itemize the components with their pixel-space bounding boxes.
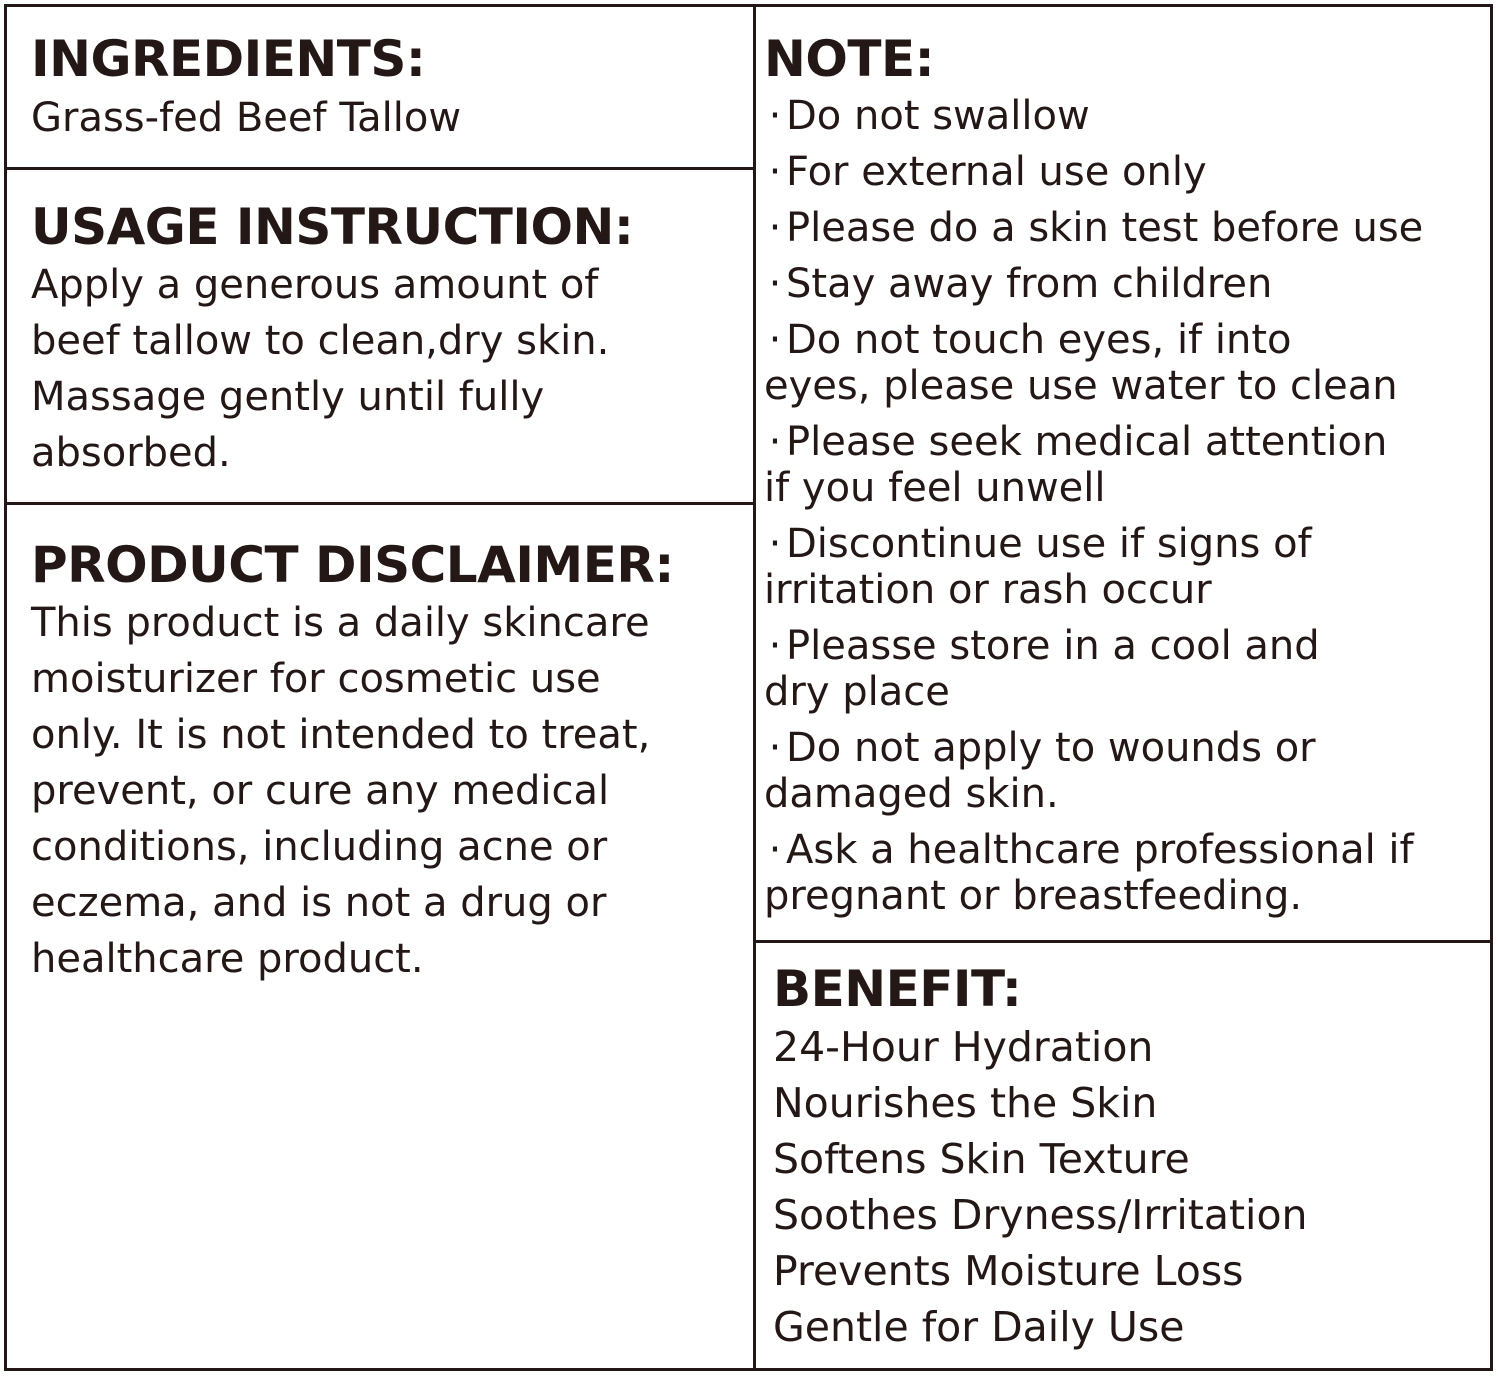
usage-heading: USAGE INSTRUCTION: [31,198,634,256]
note-item [764,419,1492,511]
disclaimer-line: only. It is not intended to treat, [31,712,651,758]
bullet-icon: · [768,419,782,465]
benefit-section [773,959,1488,1355]
note-item-text: Pleasse store in a cool and [786,623,1320,669]
benefit-item: Prevents Moisture Loss [773,1247,1244,1295]
benefit-item: Nourishes the Skin [773,1079,1158,1127]
note-item [764,623,1492,715]
disclaimer-line: prevent, or cure any medical [31,768,610,814]
note-item-text: Please seek medical attention [786,419,1388,465]
note-item [764,149,1492,195]
disclaimer-line: This product is a daily skincare [31,600,650,646]
bullet-icon: · [768,827,782,873]
note-item-text: Discontinue use if signs of [786,521,1312,567]
usage-text [31,257,746,481]
note-item [764,205,1492,251]
benefit-item: Gentle for Daily Use [773,1303,1185,1351]
disclaimer-line: moisturizer for cosmetic use [31,656,601,702]
bullet-icon: · [768,93,782,139]
usage-line: Massage gently until fully [31,374,545,420]
divider-usage-disclaimer [7,502,753,505]
disclaimer-line: conditions, including acne or [31,824,608,870]
divider-ingredients-usage [7,167,753,170]
note-item [764,725,1492,817]
column-divider [753,7,756,1368]
bullet-icon: · [768,623,782,669]
benefit-item: 24-Hour Hydration [773,1023,1154,1071]
note-item-text: Do not touch eyes, if into [786,317,1292,363]
disclaimer-section [31,535,746,987]
note-item-text: dry place [764,669,950,715]
label-panel [4,4,1493,1371]
note-item-text: damaged skin. [764,771,1059,817]
note-item-text: Do not swallow [786,93,1090,139]
note-item [764,261,1492,307]
note-section [764,29,1492,929]
usage-line: absorbed. [31,430,231,476]
usage-section [31,197,746,481]
disclaimer-heading: PRODUCT DISCLAIMER: [31,536,674,594]
bullet-icon: · [768,725,782,771]
benefit-list [773,1019,1488,1355]
divider-note-benefit [756,940,1490,943]
bullet-icon: · [768,205,782,251]
usage-line: Apply a generous amount of [31,262,599,308]
disclaimer-text [31,595,746,987]
note-heading: NOTE: [764,30,935,88]
note-item-text: pregnant or breastfeeding. [764,873,1303,919]
note-item-text: Do not apply to wounds or [786,725,1316,771]
note-list [764,93,1492,919]
bullet-icon: · [768,317,782,363]
benefit-item: Softens Skin Texture [773,1135,1190,1183]
note-item-text: Please do a skin test before use [786,205,1424,251]
ingredients-text: Grass-fed Beef Tallow [31,95,462,141]
note-item [764,317,1492,409]
bullet-icon: · [768,149,782,195]
note-item-text: eyes, please use water to clean [764,363,1398,409]
note-item [764,521,1492,613]
note-item-text: Ask a healthcare professional if [786,827,1414,873]
note-item [764,93,1492,139]
disclaimer-line: eczema, and is not a drug or [31,880,607,926]
usage-line: beef tallow to clean,dry skin. [31,318,610,364]
ingredients-section [31,29,746,147]
note-item [764,827,1492,919]
benefit-item: Soothes Dryness/Irritation [773,1191,1308,1239]
note-item-text: irritation or rash occur [764,567,1212,613]
note-item-text: For external use only [786,149,1207,195]
disclaimer-line: healthcare product. [31,936,424,982]
bullet-icon: · [768,521,782,567]
benefit-heading: BENEFIT: [773,960,1022,1018]
note-item-text: if you feel unwell [764,465,1106,511]
note-item-text: Stay away from children [786,261,1273,307]
ingredients-heading: INGREDIENTS: [31,30,426,88]
bullet-icon: · [768,261,782,307]
